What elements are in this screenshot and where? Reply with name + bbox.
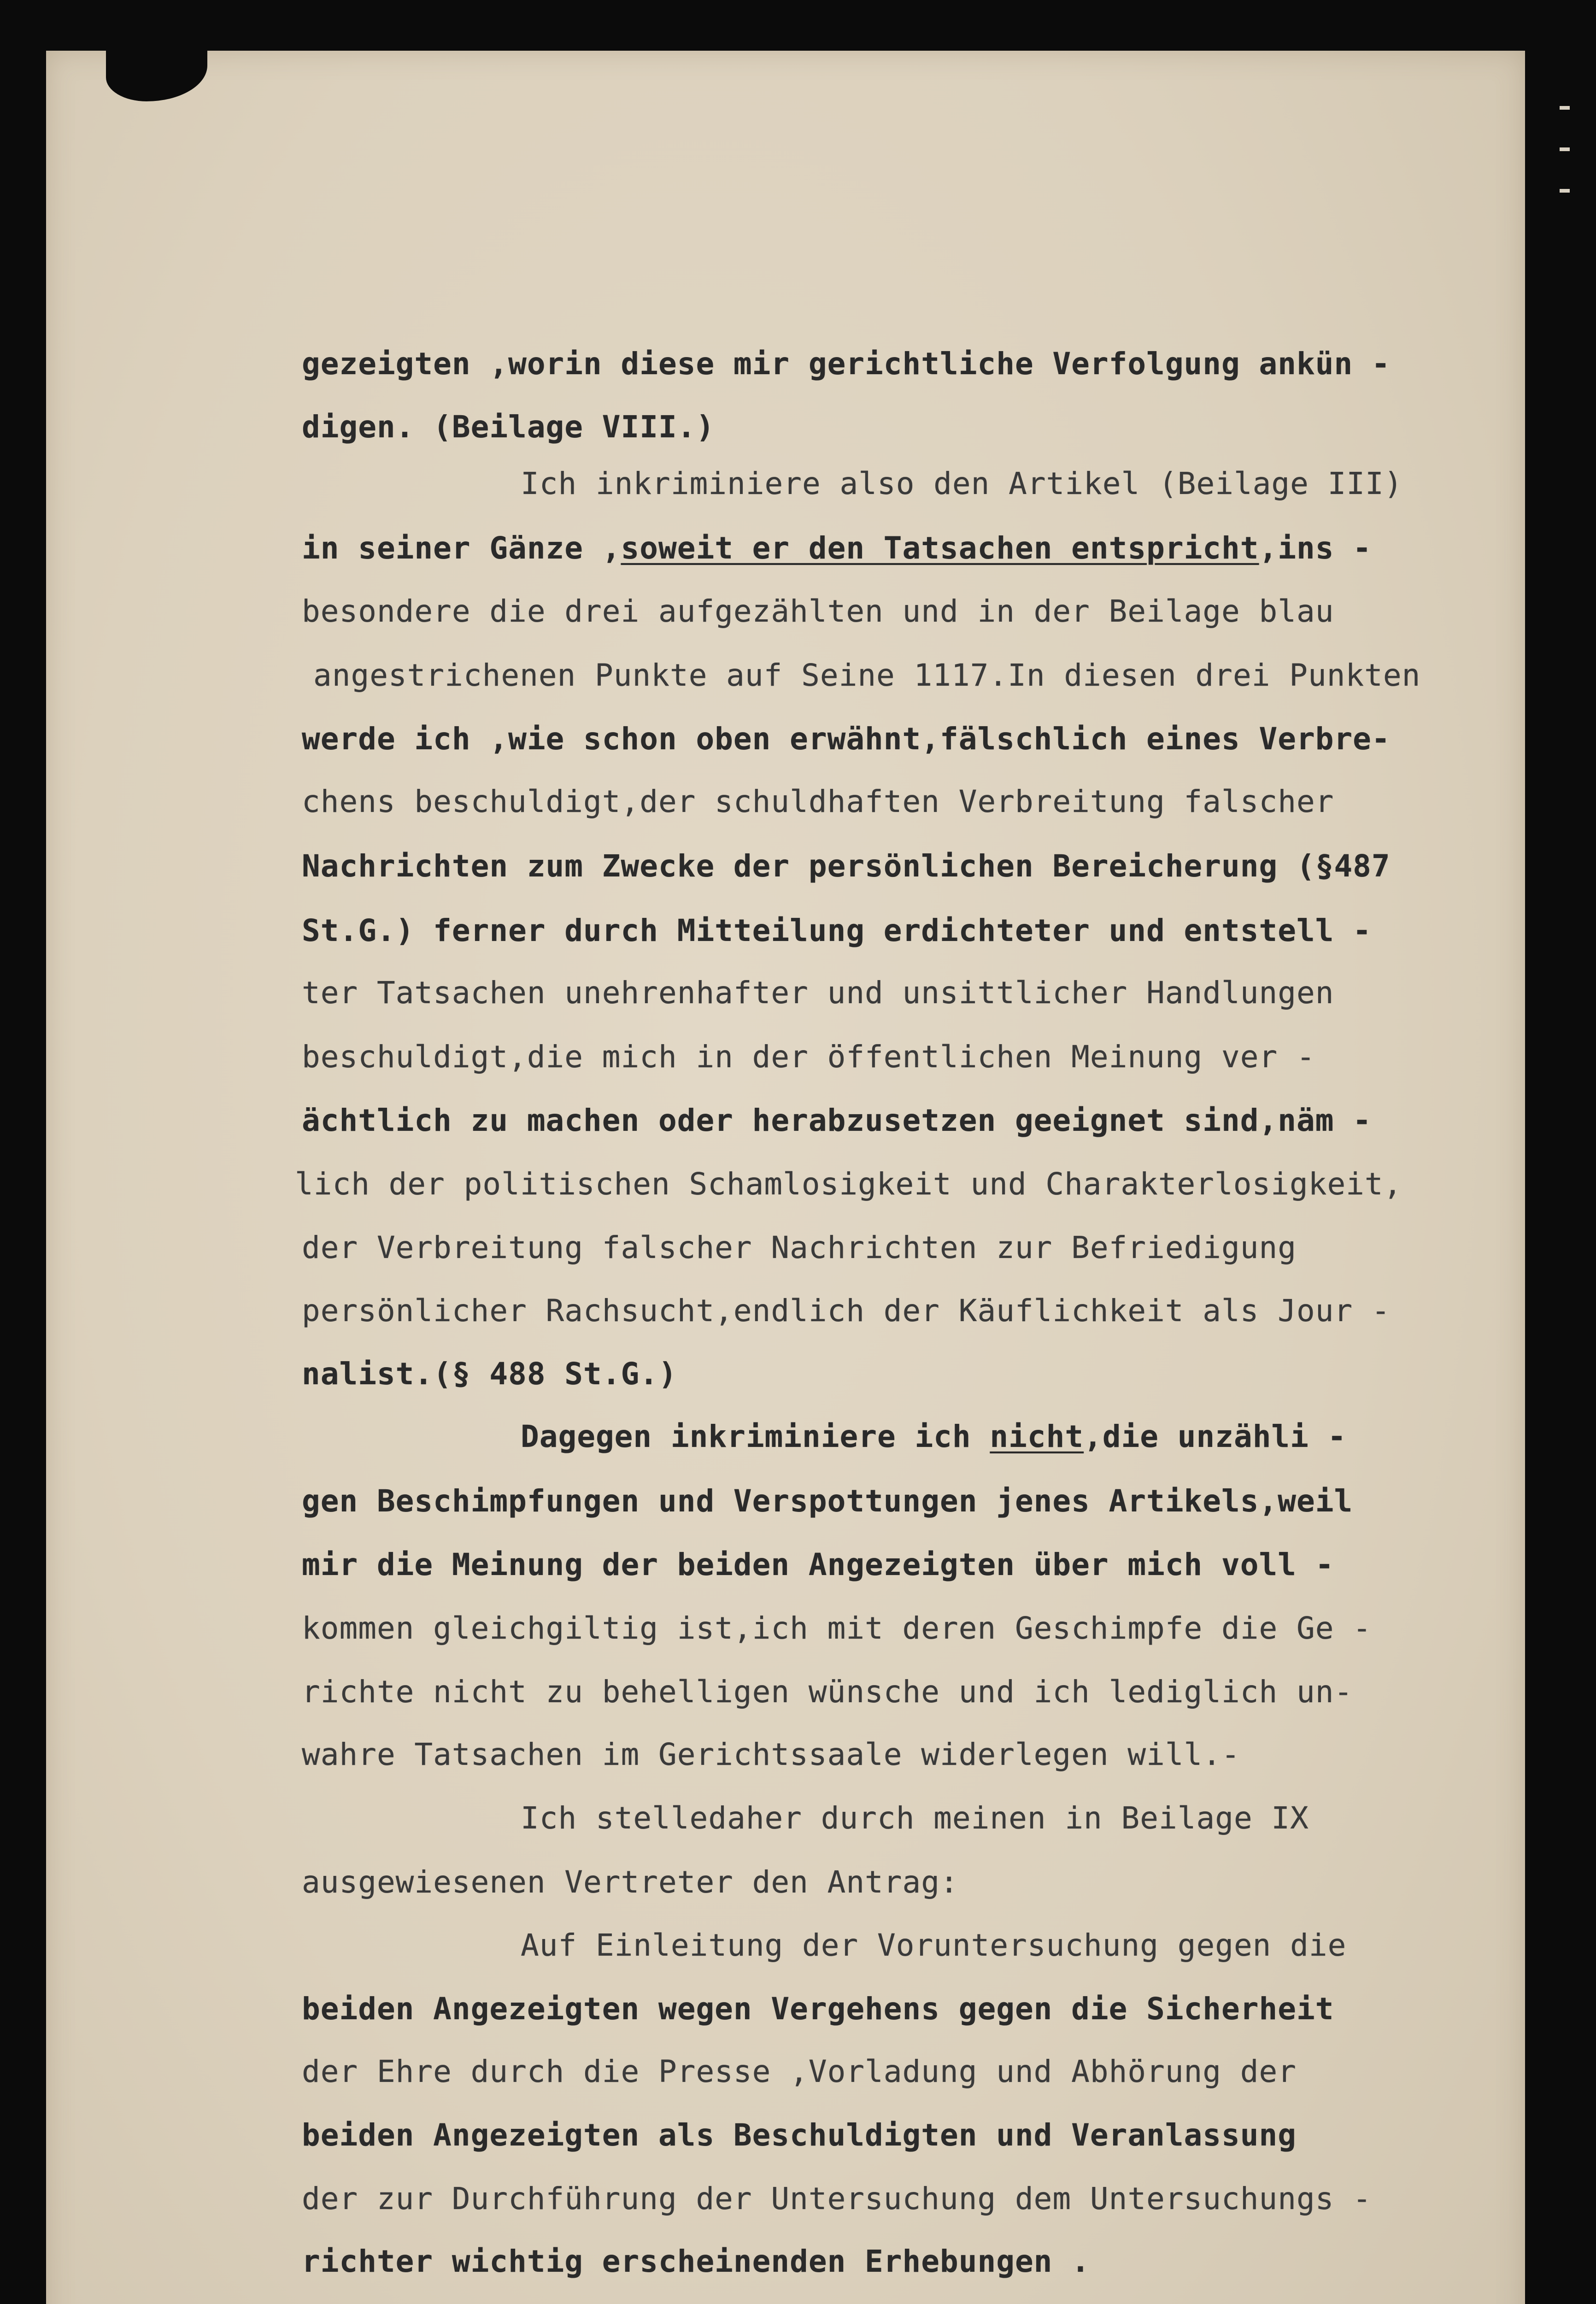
text-line: angestrichenen Punkte auf Seine 1117.In diesen drei Punkten: [313, 658, 1421, 693]
text-line: wahre Tatsachen im Gerichtssaale widerlegen will.-: [302, 1737, 1240, 1772]
text-line: richte nicht zu behelligen wünsche und ich lediglich un-: [302, 1674, 1353, 1710]
text-line: gezeigten ,worin diese mir gerichtliche Verfolgung ankün -: [302, 346, 1391, 382]
text-line: beiden Angezeigten wegen Vergehens gegen die Sicherheit: [302, 1991, 1334, 2027]
text-fragment: ,die unzähli -: [1084, 1419, 1347, 1454]
text-line: der Verbreitung falscher Nachrichten zur Befriedigung: [302, 1230, 1297, 1265]
text-line: der Ehre durch die Presse ,Vorladung und Abhörung der: [302, 2054, 1297, 2089]
text-line: ausgewiesenen Vertreter den Antrag:: [302, 1864, 959, 1900]
text-line: [521, 1418, 1346, 1455]
text-line: digen. (Beilage VIII.): [302, 409, 715, 445]
text-line: werde ich ,wie schon oben erwähnt,fälschlich eines Verbre-: [302, 721, 1391, 757]
underlined-word: nicht: [990, 1419, 1084, 1454]
edge-mark: [1560, 189, 1570, 193]
text-line: [302, 530, 1372, 567]
edge-mark: [1560, 147, 1570, 151]
text-line: Auf Einleitung der Voruntersuchung gegen die: [521, 1928, 1347, 1963]
text-line: beschuldigt,die mich in der öffentlichen Meinung ver -: [302, 1039, 1315, 1075]
edge-mark: [1560, 106, 1570, 110]
text-line: beiden Angezeigten als Beschuldigten und Veranlassung: [302, 2117, 1297, 2153]
text-fragment: in seiner Gänze ,: [302, 530, 621, 566]
text-line: Nachrichten zum Zwecke der persönlichen Bereicherung (§487: [302, 848, 1391, 884]
text-line: nalist.(§ 488 St.G.): [302, 1356, 677, 1392]
text-line: ter Tatsachen unehrenhafter und unsittlicher Handlungen: [302, 975, 1334, 1011]
text-line: kommen gleichgiltig ist,ich mit deren Geschimpfe die Ge -: [302, 1610, 1372, 1646]
text-line: St.G.) ferner durch Mitteilung erdichteter und entstell -: [302, 913, 1372, 948]
text-line: der zur Durchführung der Untersuchung dem Untersuchungs -: [302, 2181, 1372, 2216]
text-line: gen Beschimpfungen und Verspottungen jenes Artikels,weil: [302, 1483, 1353, 1519]
text-line: lich der politischen Schamlosigkeit und Charakterlosigkeit,: [295, 1166, 1402, 1202]
underlined-phrase: soweit er den Tatsachen entspricht: [621, 530, 1259, 566]
text-fragment: Dagegen inkriminiere ich: [521, 1419, 990, 1454]
text-line: mir die Meinung der beiden Angezeigten über mich voll -: [302, 1547, 1334, 1582]
text-line: Ich stelledaher durch meinen in Beilage IX: [521, 1800, 1309, 1836]
text-line: persönlicher Rachsucht,endlich der Käuflichkeit als Jour -: [302, 1293, 1391, 1328]
text-line: ächtlich zu machen oder herabzusetzen geeignet sind,näm -: [302, 1103, 1372, 1138]
text-line: Ich inkriminiere also den Artikel (Beilage III): [521, 466, 1403, 501]
text-line: besondere die drei aufgezählten und in der Beilage blau: [302, 594, 1334, 629]
text-fragment: ,ins -: [1259, 530, 1372, 566]
text-line: richter wichtig erscheinenden Erhebungen .: [302, 2244, 1090, 2279]
text-line: chens beschuldigt,der schuldhaften Verbreitung falscher: [302, 784, 1334, 819]
